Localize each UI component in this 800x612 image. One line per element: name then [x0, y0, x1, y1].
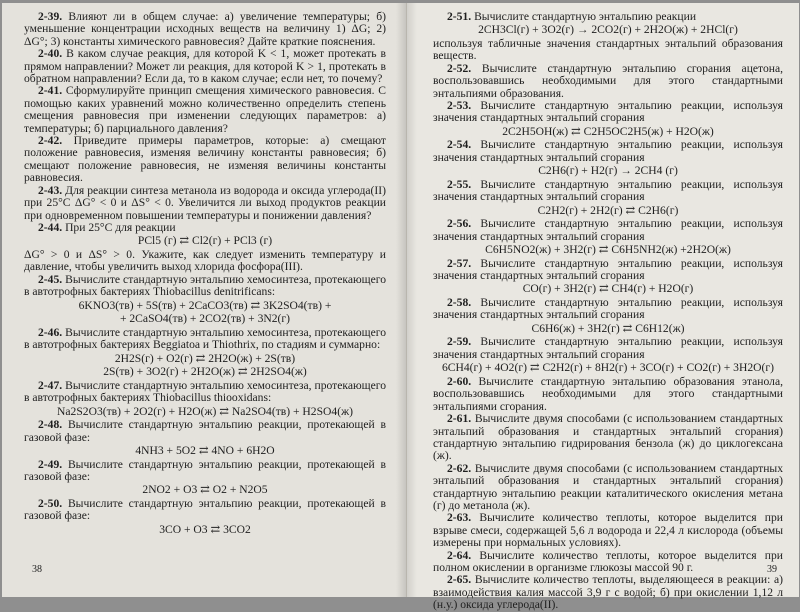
problem-paragraph: [24, 274, 386, 299]
problem-paragraph: [24, 327, 386, 352]
problem-paragraph: [24, 459, 386, 484]
chemical-equation: 2CH3Cl(г) + 3O2(г) → 2CO2(г) + 2H2O(ж) + 2HCl(г): [478, 23, 738, 37]
problem-text: Вычислите стандартную энтальпию реакции, используя значения стандартных энтальпий сгорания: [433, 217, 783, 243]
problem-text: Вычислите стандартную энтальпию реакции, протекающей в газовой фазе:: [24, 457, 386, 483]
problem-number: 2-57.: [447, 256, 472, 270]
problem-text: Вычислите стандартную энтальпию реакции, используя значения стандартных энтальпий сгорания: [433, 99, 783, 125]
problem-number: 2-62.: [447, 461, 472, 475]
problem-number: 2-50.: [38, 496, 63, 510]
chemical-equation: Na2S2O3(тв) + 2O2(г) + H2O(ж) ⇄ Na2SO4(тв) + H2SO4(ж): [57, 404, 353, 418]
problem-paragraph: [24, 11, 386, 48]
gutter-shadow: [396, 3, 406, 597]
problem-number: 2-59.: [447, 335, 472, 349]
problem-text: Вычислите стандартную энтальпию хемосинтеза, протекающего в автотрофных бактериях Thiobacillus thiooxidans:: [24, 378, 386, 405]
chemical-equation: 2H2S(г) + O2(г) ⇄ 2H2O(ж) + 2S(тв): [114, 351, 296, 365]
problem-text: Вычислите стандартную энтальпию хемосинтеза, протекающего в автотрофных бактериях Beggiatoa и Thiothrix, по стадиям и суммарно:: [24, 325, 386, 352]
problem-text: Вычислите стандартную энтальпию образования этанола, воспользовавшись необходимыми для этого стандартными энтальпиями сгорания.: [433, 374, 783, 413]
right-page-content: [433, 11, 783, 612]
chemical-equation: 3CO + O3 ⇄ 3CO2: [159, 522, 251, 536]
problem-number: 2-49.: [38, 457, 63, 471]
problem-paragraph: [433, 297, 783, 322]
problem-text: Сформулируйте принцип смещения химического равновесия. С помощью каких уравнений можно количественно определить степень смещения равновесия при изменении следующих параметров: а) температуры; б) парциального давления?: [24, 84, 386, 135]
problem-number: 2-61.: [447, 412, 472, 426]
problem-paragraph: [24, 222, 386, 234]
problem-paragraph: [24, 135, 386, 185]
problem-paragraph: [433, 179, 783, 204]
chemical-equation: PCl5 (г) ⇄ Cl2(г) + PCl3 (г): [137, 234, 273, 248]
right-page-number: 39: [767, 564, 777, 575]
gutter-shadow: [407, 3, 417, 597]
problem-text: Вычислите стандартную энтальпию реакции, используя значения стандартных энтальпий сгорания: [433, 335, 783, 361]
problem-text: Вычислите количество теплоты, выделяющееся в реакции: а) взаимодействия калия массой 3,9 г с водой; б) при окислении 1,12 л (н.у.) оксида углерода(II).: [433, 573, 784, 612]
problem-paragraph: [24, 85, 386, 135]
problem-text: Вычислите стандартную энтальпию реакции, используя значения стандартных энтальпий сгорания: [433, 256, 783, 283]
problem-text: Вычислите двумя способами (с использованием стандартных энтальпий образования и стандартных энтальпий сгорания) стандартную энтальпию гидрирования бензола (ж) до циклогексана (ж).: [433, 412, 783, 463]
problem-number: 2-44.: [38, 220, 63, 234]
problem-text: Для реакции синтеза метанола из водорода и оксида углерода(II) при 25°С ΔG° < 0 и ΔS° < 0. Увеличится ли выход продуктов реакции при одновременном повышении температуры и понижении давления?: [24, 183, 386, 222]
problem-paragraph: [433, 11, 783, 23]
chemical-equation: 2C2H5OH(ж) ⇄ C2H5OC2H5(ж) + H2O(ж): [502, 124, 714, 138]
problem-text: При 25°С для реакции: [65, 220, 176, 234]
problem-text: Вычислите стандартную энтальпию реакции, используя значения стандартных энтальпий сгорания: [433, 138, 783, 164]
problem-number: 2-54.: [447, 138, 472, 152]
problem-paragraph: [433, 376, 783, 413]
right-page: [407, 3, 799, 612]
problem-number: 2-55.: [447, 177, 472, 191]
problem-paragraph: [24, 48, 386, 85]
left-page-content: [24, 11, 386, 537]
problem-number: 2-51.: [447, 10, 472, 23]
problem-number: 2-39.: [38, 10, 63, 23]
problem-text: Приведите примеры параметров, которые: а) смещают положение равновесия, изменяя величину константы равновесия; б) смещают положение равновесия, не изменяя величины константы равновесия.: [24, 134, 386, 185]
problem-number: 2-46.: [38, 325, 63, 339]
problem-paragraph: [24, 185, 386, 222]
left-page: [2, 3, 407, 597]
problem-paragraph: [433, 512, 783, 549]
problem-text: Вычислите стандартную энтальпию хемосинтеза, протекающего в автотрофных бактериях Thiobacillus denitrificans:: [24, 272, 386, 299]
problem-number: 2-41.: [38, 84, 63, 98]
chemical-equation: 6CH4(г) + 4O2(г) ⇄ C2H2(г) + 8H2(г) + 3CO(г) + CO2(г) + 3H2O(г): [441, 361, 774, 375]
problem-paragraph: [24, 380, 386, 405]
problem-number: 2-56.: [447, 217, 472, 231]
problem-number: 2-43.: [38, 183, 63, 197]
chemical-equation: C6H5NO2(ж) + 3H2(г) ⇄ C6H5NH2(ж) +2H2O(ж): [485, 243, 731, 257]
problem-text: Вычислите стандартную энтальпию реакции, протекающей в газовой фазе:: [24, 418, 386, 444]
problem-text: Вычислите количество теплоты, которое выделится при полном окислении в организме глюкозы массой 90 г.: [433, 548, 783, 574]
problem-text: Вычислите стандартную энтальпию реакции: [474, 10, 697, 23]
problem-paragraph: [433, 139, 783, 164]
problem-continuation: используя табличные значения стандартных энтальпий образования веществ.: [433, 37, 783, 63]
problem-text: Вычислите стандартную энтальпию сгорания ацетона, воспользовавшись необходимыми для этого стандартными энтальпиями образования.: [433, 61, 783, 100]
problem-number: 2-42.: [38, 134, 63, 148]
problem-paragraph: [24, 419, 386, 444]
problem-paragraph: [433, 100, 783, 125]
problem-paragraph: [433, 574, 783, 611]
problem-continuation: ΔG° > 0 и ΔS° > 0. Укажите, как следует изменить температуру и давление, чтобы увеличить выход хлорида фосфора(III).: [24, 247, 386, 274]
problem-text: Вычислите стандартную энтальпию реакции, протекающей в газовой фазе:: [24, 496, 386, 523]
problem-paragraph: [433, 463, 783, 513]
chemical-equation: 2NO2 + O3 ⇄ O2 + N2O5: [142, 483, 268, 497]
problem-number: 2-47.: [38, 378, 63, 392]
problem-text: Вычислите двумя способами (с использованием стандартных энтальпий образования и стандартных энтальпий сгорания) стандартную энтальпию реакции каталитического окисления метана (г) до метанола (ж).: [433, 461, 783, 512]
chemical-equation: C2H2(г) + 2H2(г) ⇄ C2H6(г): [537, 203, 679, 217]
problem-number: 2-45.: [38, 272, 63, 286]
problem-number: 2-52.: [447, 61, 472, 75]
problem-number: 2-48.: [38, 418, 63, 432]
problem-paragraph: [433, 550, 783, 575]
problem-text: Влияют ли в общем случае: а) увеличение температуры; б) уменьшение концентрации исходных веществ на величину 1) ΔG; 2) ΔG°; 3) константы химического равновесия? Дайте краткие пояснения.: [24, 10, 386, 48]
chemical-equation: 6KNO3(тв) + 5S(тв) + 2CaCO3(тв) ⇄ 3K2SO4(тв) +: [78, 298, 332, 312]
chemical-equation: CO(г) + 3H2(г) ⇄ CH4(г) + H2O(г): [522, 282, 694, 296]
problem-paragraph: [433, 218, 783, 243]
problem-text: Вычислите стандартную энтальпию реакции, используя значения стандартных энтальпий сгорания: [433, 296, 783, 322]
problem-paragraph: [433, 63, 783, 100]
problem-number: 2-63.: [447, 511, 472, 525]
problem-text: Вычислите количество теплоты, которое выделится при взрыве смеси, содержащей 5,6 л водорода и 22,4 л кислорода (объемы измерены при нормальных условиях).: [433, 511, 783, 550]
problem-paragraph: [433, 413, 783, 463]
chemical-equation: + 2CaSO4(тв) + 2CO2(тв) + 3N2(г): [119, 312, 291, 326]
problem-number: 2-40.: [38, 47, 63, 61]
problem-text: Вычислите стандартную энтальпию реакции, используя значения стандартных энтальпий сгорания: [433, 177, 783, 204]
left-page-number: 38: [32, 564, 42, 575]
problem-number: 2-64.: [447, 548, 472, 562]
problem-text: В каком случае реакция, для которой K < 1, может протекать в прямом направлении? Может ли реакция, для которой K > 1, протекать в обратном направлении? Если да, то в каком случае; если нет, то почему?: [24, 47, 386, 86]
problem-number: 2-65.: [447, 573, 472, 587]
problem-paragraph: [433, 258, 783, 283]
chemical-equation: C2H6(г) + H2(г) → 2CH4 (г): [538, 164, 678, 178]
chemical-equation: 4NH3 + 5O2 ⇄ 4NO + 6H2O: [135, 443, 275, 457]
chemical-equation: C6H6(ж) + 3H2(г) ⇄ C6H12(ж): [531, 321, 685, 335]
problem-paragraph: [433, 336, 783, 361]
chemical-equation: 2S(тв) + 3O2(г) + 2H2O(ж) ⇄ 2H2SO4(ж): [103, 365, 307, 379]
problem-number: 2-58.: [447, 296, 472, 310]
problem-paragraph: [24, 498, 386, 523]
problem-number: 2-60.: [447, 374, 472, 388]
problem-number: 2-53.: [447, 99, 472, 113]
